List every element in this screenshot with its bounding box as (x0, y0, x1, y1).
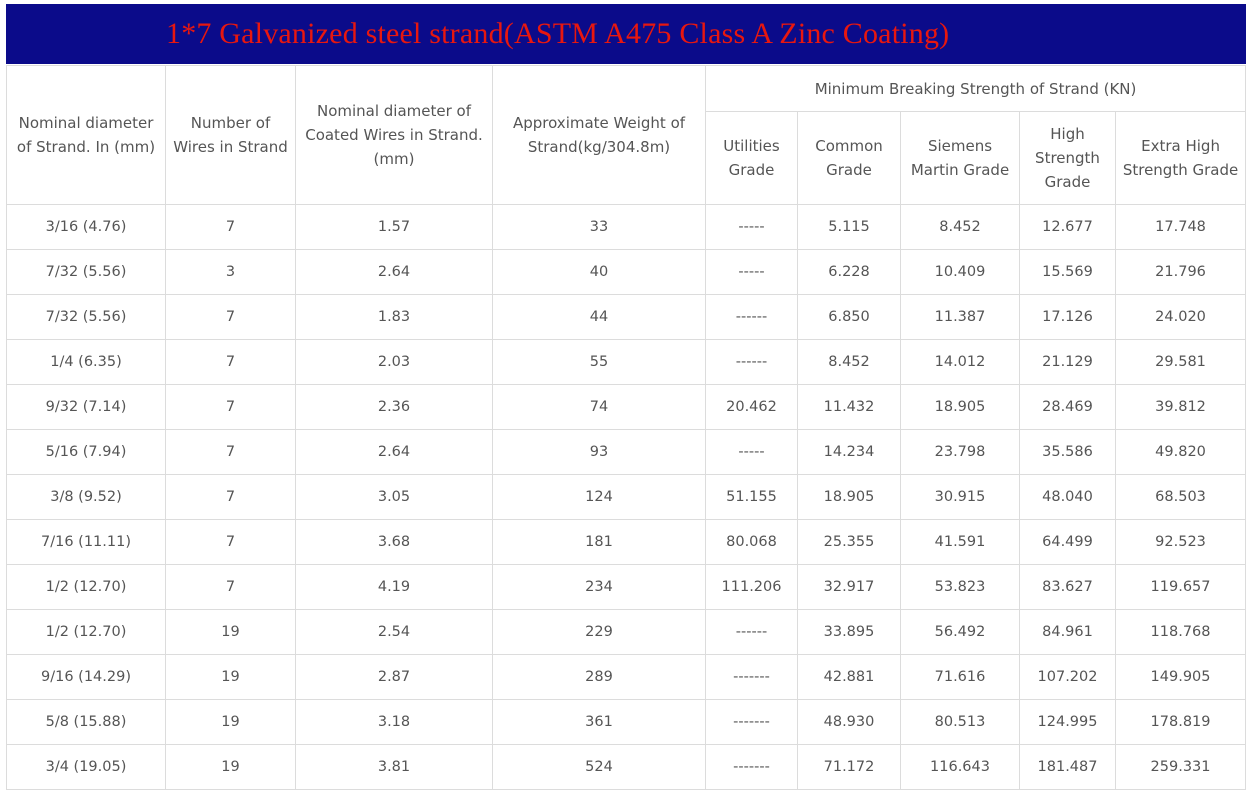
cell-number-of-wires: 19 (166, 745, 296, 790)
header-extra-high-strength-grade: Extra High Strength Grade (1116, 112, 1246, 205)
cell-coated-diameter: 3.68 (296, 520, 493, 565)
table-row (7, 610, 1246, 655)
cell-coated-diameter: 2.87 (296, 655, 493, 700)
cell-utilities-grade: 51.155 (706, 475, 798, 520)
cell-extra-high-strength-grade: 29.581 (1116, 340, 1246, 385)
cell-siemens-martin-grade: 14.012 (901, 340, 1020, 385)
cell-approx-weight: 181 (493, 520, 706, 565)
cell-approx-weight: 33 (493, 205, 706, 250)
cell-number-of-wires: 7 (166, 565, 296, 610)
cell-siemens-martin-grade: 71.616 (901, 655, 1020, 700)
cell-high-strength-grade: 181.487 (1020, 745, 1116, 790)
header-common-grade: Common Grade (798, 112, 901, 205)
cell-siemens-martin-grade: 8.452 (901, 205, 1020, 250)
cell-common-grade: 48.930 (798, 700, 901, 745)
cell-common-grade: 6.228 (798, 250, 901, 295)
cell-high-strength-grade: 28.469 (1020, 385, 1116, 430)
cell-nominal-diameter: 1/4 (6.35) (7, 340, 166, 385)
cell-common-grade: 8.452 (798, 340, 901, 385)
cell-extra-high-strength-grade: 39.812 (1116, 385, 1246, 430)
cell-extra-high-strength-grade: 119.657 (1116, 565, 1246, 610)
cell-number-of-wires: 19 (166, 655, 296, 700)
cell-high-strength-grade: 83.627 (1020, 565, 1116, 610)
cell-utilities-grade: ------ (706, 610, 798, 655)
header-high-strength-grade: High Strength Grade (1020, 112, 1116, 205)
cell-utilities-grade: ----- (706, 430, 798, 475)
cell-siemens-martin-grade: 11.387 (901, 295, 1020, 340)
table-row (7, 655, 1246, 700)
cell-utilities-grade: ------- (706, 655, 798, 700)
strand-spec-table (6, 65, 1246, 790)
cell-extra-high-strength-grade: 149.905 (1116, 655, 1246, 700)
header-nominal-diameter-strand: Nominal diameter of Strand. In (mm) (7, 66, 166, 205)
cell-approx-weight: 234 (493, 565, 706, 610)
cell-coated-diameter: 2.64 (296, 430, 493, 475)
cell-utilities-grade: 111.206 (706, 565, 798, 610)
cell-nominal-diameter: 5/8 (15.88) (7, 700, 166, 745)
cell-high-strength-grade: 15.569 (1020, 250, 1116, 295)
cell-common-grade: 6.850 (798, 295, 901, 340)
table-row (7, 430, 1246, 475)
cell-nominal-diameter: 7/16 (11.11) (7, 520, 166, 565)
cell-number-of-wires: 19 (166, 700, 296, 745)
cell-utilities-grade: ------ (706, 340, 798, 385)
cell-siemens-martin-grade: 23.798 (901, 430, 1020, 475)
cell-high-strength-grade: 12.677 (1020, 205, 1116, 250)
cell-approx-weight: 124 (493, 475, 706, 520)
cell-siemens-martin-grade: 10.409 (901, 250, 1020, 295)
header-utilities-grade: Utilities Grade (706, 112, 798, 205)
cell-coated-diameter: 2.36 (296, 385, 493, 430)
cell-common-grade: 14.234 (798, 430, 901, 475)
cell-siemens-martin-grade: 116.643 (901, 745, 1020, 790)
cell-extra-high-strength-grade: 24.020 (1116, 295, 1246, 340)
table-row (7, 520, 1246, 565)
table-row (7, 385, 1246, 430)
cell-number-of-wires: 3 (166, 250, 296, 295)
cell-utilities-grade: 80.068 (706, 520, 798, 565)
cell-high-strength-grade: 35.586 (1020, 430, 1116, 475)
cell-approx-weight: 93 (493, 430, 706, 475)
table-row (7, 700, 1246, 745)
cell-coated-diameter: 3.05 (296, 475, 493, 520)
cell-nominal-diameter: 3/16 (4.76) (7, 205, 166, 250)
cell-utilities-grade: ------- (706, 700, 798, 745)
header-siemens-martin-grade: Siemens Martin Grade (901, 112, 1020, 205)
cell-approx-weight: 524 (493, 745, 706, 790)
cell-siemens-martin-grade: 56.492 (901, 610, 1020, 655)
cell-coated-diameter: 1.57 (296, 205, 493, 250)
table-row (7, 205, 1246, 250)
cell-approx-weight: 289 (493, 655, 706, 700)
table-row (7, 475, 1246, 520)
cell-approx-weight: 361 (493, 700, 706, 745)
table-body (7, 205, 1246, 790)
cell-utilities-grade: ------ (706, 295, 798, 340)
cell-extra-high-strength-grade: 21.796 (1116, 250, 1246, 295)
cell-high-strength-grade: 48.040 (1020, 475, 1116, 520)
cell-number-of-wires: 7 (166, 430, 296, 475)
cell-nominal-diameter: 1/2 (12.70) (7, 565, 166, 610)
table-row (7, 745, 1246, 790)
cell-nominal-diameter: 7/32 (5.56) (7, 250, 166, 295)
cell-approx-weight: 40 (493, 250, 706, 295)
cell-nominal-diameter: 7/32 (5.56) (7, 295, 166, 340)
cell-common-grade: 32.917 (798, 565, 901, 610)
cell-coated-diameter: 2.54 (296, 610, 493, 655)
cell-coated-diameter: 2.03 (296, 340, 493, 385)
header-number-of-wires: Number of Wires in Strand (166, 66, 296, 205)
cell-number-of-wires: 7 (166, 295, 296, 340)
page-title: 1*7 Galvanized steel strand(ASTM A475 Class A Zinc Coating) (166, 17, 950, 50)
cell-number-of-wires: 7 (166, 340, 296, 385)
cell-common-grade: 18.905 (798, 475, 901, 520)
cell-utilities-grade: ----- (706, 205, 798, 250)
table-header (7, 66, 1246, 205)
cell-number-of-wires: 7 (166, 475, 296, 520)
header-approx-weight: Approximate Weight of Strand(kg/304.8m) (493, 66, 706, 205)
cell-high-strength-grade: 107.202 (1020, 655, 1116, 700)
cell-approx-weight: 55 (493, 340, 706, 385)
cell-coated-diameter: 3.81 (296, 745, 493, 790)
cell-coated-diameter: 3.18 (296, 700, 493, 745)
cell-coated-diameter: 1.83 (296, 295, 493, 340)
cell-utilities-grade: ----- (706, 250, 798, 295)
cell-nominal-diameter: 5/16 (7.94) (7, 430, 166, 475)
cell-utilities-grade: 20.462 (706, 385, 798, 430)
cell-common-grade: 71.172 (798, 745, 901, 790)
cell-common-grade: 25.355 (798, 520, 901, 565)
cell-utilities-grade: ------- (706, 745, 798, 790)
cell-high-strength-grade: 17.126 (1020, 295, 1116, 340)
cell-extra-high-strength-grade: 178.819 (1116, 700, 1246, 745)
cell-approx-weight: 229 (493, 610, 706, 655)
cell-common-grade: 42.881 (798, 655, 901, 700)
cell-siemens-martin-grade: 30.915 (901, 475, 1020, 520)
cell-siemens-martin-grade: 41.591 (901, 520, 1020, 565)
table-row (7, 565, 1246, 610)
cell-extra-high-strength-grade: 259.331 (1116, 745, 1246, 790)
cell-nominal-diameter: 9/32 (7.14) (7, 385, 166, 430)
cell-siemens-martin-grade: 80.513 (901, 700, 1020, 745)
cell-nominal-diameter: 9/16 (14.29) (7, 655, 166, 700)
cell-number-of-wires: 7 (166, 205, 296, 250)
cell-high-strength-grade: 21.129 (1020, 340, 1116, 385)
cell-number-of-wires: 7 (166, 520, 296, 565)
cell-coated-diameter: 2.64 (296, 250, 493, 295)
cell-number-of-wires: 7 (166, 385, 296, 430)
cell-extra-high-strength-grade: 68.503 (1116, 475, 1246, 520)
table-row (7, 250, 1246, 295)
header-nominal-diameter-coated: Nominal diameter of Coated Wires in Strand. (mm) (296, 66, 493, 205)
cell-extra-high-strength-grade: 17.748 (1116, 205, 1246, 250)
cell-extra-high-strength-grade: 49.820 (1116, 430, 1246, 475)
cell-extra-high-strength-grade: 92.523 (1116, 520, 1246, 565)
cell-high-strength-grade: 84.961 (1020, 610, 1116, 655)
cell-nominal-diameter: 3/8 (9.52) (7, 475, 166, 520)
cell-approx-weight: 44 (493, 295, 706, 340)
cell-approx-weight: 74 (493, 385, 706, 430)
cell-number-of-wires: 19 (166, 610, 296, 655)
title-banner (6, 4, 1246, 64)
cell-common-grade: 5.115 (798, 205, 901, 250)
header-min-breaking-strength: Minimum Breaking Strength of Strand (KN) (706, 66, 1246, 112)
cell-nominal-diameter: 3/4 (19.05) (7, 745, 166, 790)
cell-high-strength-grade: 64.499 (1020, 520, 1116, 565)
cell-high-strength-grade: 124.995 (1020, 700, 1116, 745)
cell-siemens-martin-grade: 53.823 (901, 565, 1020, 610)
cell-common-grade: 11.432 (798, 385, 901, 430)
table-row (7, 295, 1246, 340)
cell-common-grade: 33.895 (798, 610, 901, 655)
cell-coated-diameter: 4.19 (296, 565, 493, 610)
table-row (7, 340, 1246, 385)
cell-siemens-martin-grade: 18.905 (901, 385, 1020, 430)
cell-extra-high-strength-grade: 118.768 (1116, 610, 1246, 655)
cell-nominal-diameter: 1/2 (12.70) (7, 610, 166, 655)
